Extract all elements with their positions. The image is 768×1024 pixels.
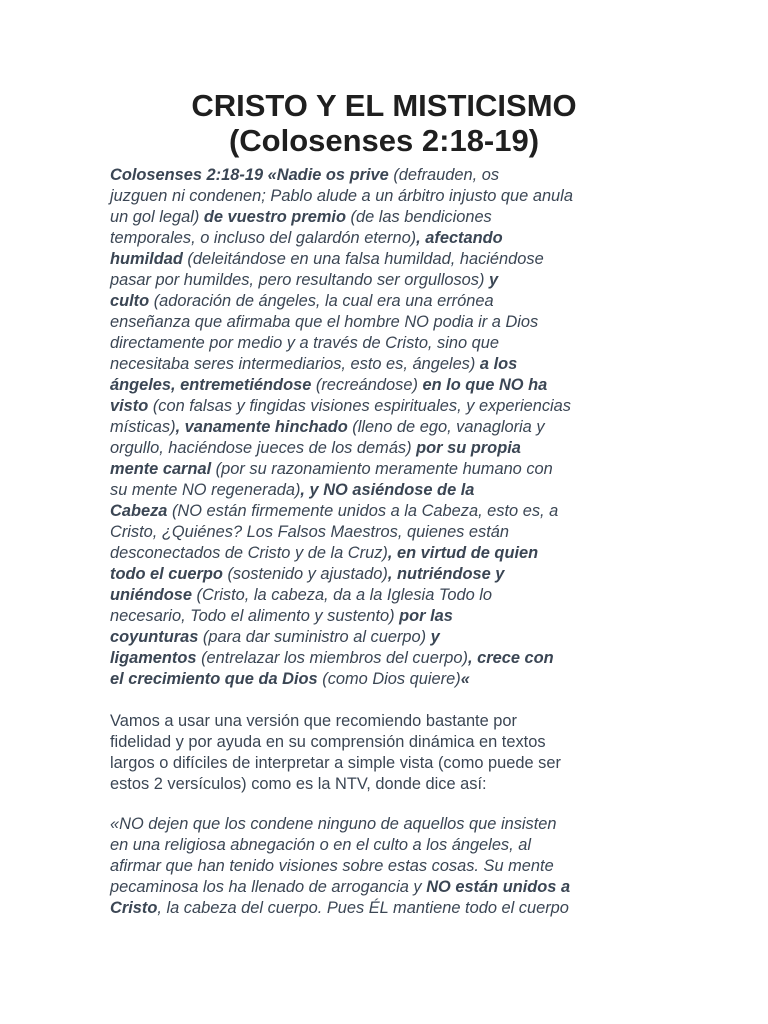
- text-line: [110, 480, 670, 501]
- scripture-text: por su propia: [411, 439, 521, 457]
- text-line: [110, 711, 670, 732]
- text-line: [110, 396, 670, 417]
- text-run: fidelidad y por ayuda en su comprensión dinámica en textos: [110, 733, 546, 751]
- text-line: [110, 774, 670, 795]
- scripture-text: culto: [110, 292, 150, 310]
- text-line: [110, 459, 670, 480]
- scripture-text: , nutriéndose y: [387, 565, 505, 583]
- text-run: necesitaba seres intermediarios, esto es, ángeles): [110, 355, 476, 373]
- text-line: [110, 375, 670, 396]
- ntv-quote-paragraph: [110, 814, 670, 919]
- scripture-text: , crece con: [468, 649, 554, 667]
- scripture-text: NO están unidos a: [426, 878, 571, 896]
- text-line: [110, 354, 670, 375]
- text-run: (adoración de ángeles, la cual era una errónea: [149, 292, 494, 310]
- text-run: (para dar suministro al cuerpo): [198, 628, 427, 646]
- scripture-text: y: [426, 628, 440, 646]
- text-line: [110, 669, 670, 690]
- scripture-text: Cabeza: [110, 502, 168, 520]
- text-run: necesario, Todo el alimento y sustento): [110, 607, 395, 625]
- scripture-text: , afectando: [416, 229, 503, 247]
- text-line: [110, 627, 670, 648]
- text-run: místicas): [110, 418, 176, 436]
- text-run: (recreándose): [311, 376, 418, 394]
- text-run: su mente NO regenerada): [110, 481, 301, 499]
- text-run: en una religiosa abnegación o en el culto a los ángeles, al: [110, 836, 531, 854]
- text-line: [110, 648, 670, 669]
- scripture-text: , en virtud de quien: [387, 544, 539, 562]
- text-line: [110, 165, 670, 186]
- scripture-text: el crecimiento que da Dios: [110, 670, 318, 688]
- text-line: [110, 835, 670, 856]
- text-line: [110, 291, 670, 312]
- text-line: [110, 501, 670, 522]
- text-line: [110, 814, 670, 835]
- scripture-text: , y NO asiéndose de la: [300, 481, 475, 499]
- verse-commentary-paragraph: [110, 165, 670, 690]
- text-line: [110, 732, 670, 753]
- text-run: (de las bendiciones: [345, 208, 492, 226]
- scripture-text: Colosenses 2:18-19: [110, 166, 264, 184]
- scripture-text: a los: [475, 355, 518, 373]
- text-line: [110, 333, 670, 354]
- text-line: [110, 438, 670, 459]
- text-run: pasar por humildes, pero resultando ser orgullosos): [110, 271, 485, 289]
- scripture-text: visto: [110, 397, 149, 415]
- text-line: [110, 249, 670, 270]
- text-run: , la cabeza del cuerpo. Pues ÉL mantiene todo el cuerpo: [157, 899, 569, 917]
- text-line: [110, 877, 670, 898]
- text-run: enseñanza que afirmaba que el hombre NO podia ir a Dios: [110, 313, 539, 331]
- text-line: [110, 898, 670, 919]
- text-run: (deleitándose en una falsa humildad, haciéndose: [182, 250, 544, 268]
- scripture-text: en lo que NO ha: [417, 376, 548, 394]
- scripture-text: por las: [394, 607, 453, 625]
- scripture-text: uniéndose: [110, 586, 192, 604]
- scripture-text: todo el cuerpo: [110, 565, 223, 583]
- text-line: [110, 417, 670, 438]
- text-run: (con falsas y fingidas visiones espirituales, y experiencias: [148, 397, 571, 415]
- text-line: [110, 606, 670, 627]
- text-run: temporales, o incluso del galardón eterno): [110, 229, 417, 247]
- text-run: estos 2 versículos) como es la NTV, donde dice así:: [110, 775, 487, 793]
- scripture-text: , vanamente hinchado: [175, 418, 348, 436]
- text-run: (NO están firmemente unidos a la Cabeza, esto es, a: [167, 502, 559, 520]
- text-line: [110, 564, 670, 585]
- text-run: un gol legal): [110, 208, 200, 226]
- text-line: [110, 312, 670, 333]
- text-run: (Cristo, la cabeza, da a la Iglesia Todo lo: [191, 586, 493, 604]
- text-run: desconectados de Cristo y de la Cruz): [110, 544, 388, 562]
- text-run: (como Dios quiere): [317, 670, 461, 688]
- text-line: [110, 228, 670, 249]
- text-line: [110, 186, 670, 207]
- text-run: Cristo, ¿Quiénes? Los Falsos Maestros, quienes están: [110, 523, 510, 541]
- text-run: «NO dejen que los condene ninguno de aquellos que insisten: [110, 815, 557, 833]
- text-line: [110, 522, 670, 543]
- scripture-text: ángeles, entremetiéndose: [110, 376, 312, 394]
- ntv-intro-paragraph: [110, 711, 670, 795]
- text-run: largos o difíciles de interpretar a simple vista (como puede ser: [110, 754, 561, 772]
- scripture-text: coyunturas: [110, 628, 199, 646]
- text-run: afirmar que han tenido visiones sobre estas cosas. Su mente: [110, 857, 554, 875]
- document-title-line-1: CRISTO Y EL MISTICISMO: [191, 88, 577, 123]
- scripture-text: «Nadie os prive: [263, 166, 389, 184]
- text-run: Vamos a usar una versión que recomiendo bastante por: [110, 712, 517, 730]
- scripture-text: y: [484, 271, 499, 289]
- text-run: pecaminosa los ha llenado de arrogancia y: [110, 878, 427, 896]
- text-line: [110, 543, 670, 564]
- text-line: [110, 856, 670, 877]
- scripture-text: mente carnal: [110, 460, 212, 478]
- text-run: (entrelazar los miembros del cuerpo): [196, 649, 468, 667]
- scripture-text: ligamentos: [110, 649, 197, 667]
- text-run: directamente por medio y a través de Cristo, sino que: [110, 334, 500, 352]
- text-line: [110, 753, 670, 774]
- text-run: (por su razonamiento meramente humano con: [211, 460, 553, 478]
- scripture-text: de vuestro premio: [199, 208, 346, 226]
- text-run: (lleno de ego, vanagloria y: [347, 418, 545, 436]
- text-run: (sostenido y ajustado): [222, 565, 388, 583]
- text-line: [110, 270, 670, 291]
- document-title-line-2: (Colosenses 2:18-19): [228, 123, 540, 158]
- scripture-text: Cristo: [110, 899, 158, 917]
- text-run: juzguen ni condenen; Pablo alude a un árbitro injusto que anula: [110, 187, 573, 205]
- scripture-text: humildad: [110, 250, 183, 268]
- text-line: [110, 585, 670, 606]
- text-line: [110, 207, 670, 228]
- scripture-text: «: [460, 670, 470, 688]
- text-run: orgullo, haciéndose jueces de los demás): [110, 439, 412, 457]
- text-run: (defrauden, os: [388, 166, 500, 184]
